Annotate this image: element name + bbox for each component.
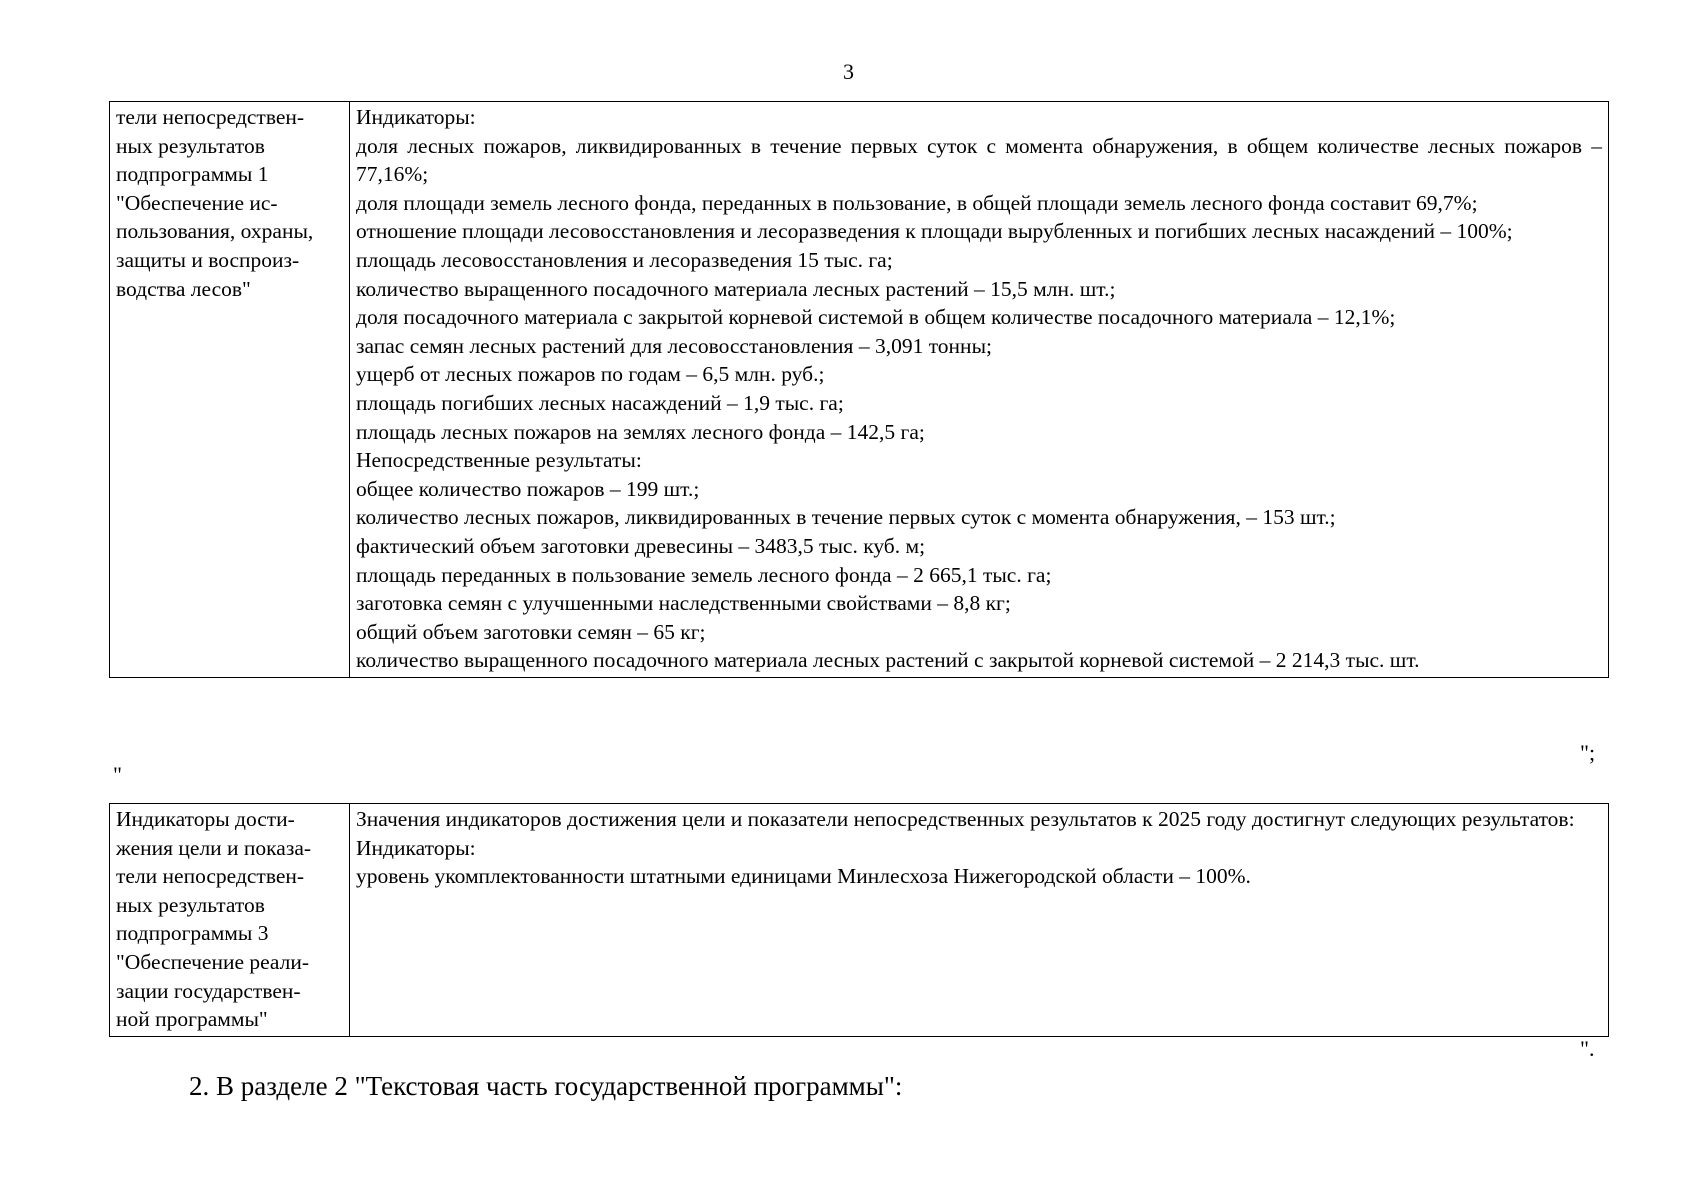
content-line: общее количество пожаров – 199 шт.; <box>356 476 700 501</box>
content-line: площадь погибших лесных насаждений – 1,9 тыс. га; <box>356 390 844 415</box>
page-number: 3 <box>843 59 854 84</box>
label-line: подпрограммы 1 <box>116 162 269 187</box>
content-line: доля площади земель лесного фонда, переданных в пользование, в общей площади земель лесного фонда составит 69,7%; <box>356 190 1478 215</box>
label-line: тели непосредствен- <box>116 105 305 129</box>
content-line: площадь лесовосстановления и лесоразведения 15 тыс. га; <box>356 247 893 272</box>
content-line: Непосредственные результаты: <box>356 448 642 473</box>
content-line: доля посадочного материала с закрытой корневой системой в общем количестве посадочного материала – 12,1%; <box>356 305 1396 330</box>
table-row <box>110 804 1609 1037</box>
label-line: "Обеспечение реали- <box>116 949 310 974</box>
label-line: Индикаторы дости- <box>116 807 295 831</box>
content-line: количество лесных пожаров, ликвидированных в течение первых суток с момента обнаружения, – 153 шт.; <box>356 505 1336 530</box>
section-instruction: 2. В разделе 2 "Текстовая часть государственной программы": <box>189 1071 903 1101</box>
table-row <box>110 102 1609 678</box>
content-line: фактический объем заготовки древесины – 3483,5 тыс. куб. м; <box>356 533 926 558</box>
label-line: ных результатов <box>116 892 265 917</box>
content-line: отношение площади лесовосстановления и лесоразведения к площади вырубленных и погибших лесных насаждений – 100%; <box>356 219 1513 244</box>
row-label-cell <box>110 102 350 678</box>
content-line: Индикаторы: <box>356 105 476 129</box>
passport-table-subprogram-1 <box>109 101 1609 678</box>
row-label-cell <box>110 804 350 1037</box>
label-line: тели непосредствен- <box>116 864 305 889</box>
label-line: защиты и воспроиз- <box>116 247 300 272</box>
content-line: площадь переданных в пользование земель лесного фонда – 2 665,1 тыс. га; <box>356 562 1052 587</box>
content-line: Индикаторы: <box>356 835 476 860</box>
row-content-cell <box>350 102 1609 678</box>
content-line: ущерб от лесных пожаров по годам – 6,5 млн. руб.; <box>356 362 825 387</box>
content-line: заготовка семян с улучшенными наследственными свойствами – 8,8 кг; <box>356 591 1011 616</box>
label-line: водства лесов" <box>116 276 251 301</box>
content-line: доля лесных пожаров, ликвидированных в течение первых суток с момента обнаружения, в общем количестве лесных пожаров –77,16%; <box>356 133 1602 187</box>
passport-table-subprogram-3 <box>109 803 1609 1037</box>
label-line: "Обеспечение ис- <box>116 190 278 215</box>
label-line: подпрограммы 3 <box>116 921 269 946</box>
content-line: площадь лесных пожаров на землях лесного фонда – 142,5 га; <box>356 419 925 444</box>
content-line: запас семян лесных растений для лесовосстановления – 3,091 тонны; <box>356 333 992 358</box>
label-line: ной программы" <box>116 1007 268 1032</box>
content-line: уровень укомплектованности штатными единицами Минлесхоза Нижегородской области – 100%. <box>356 864 1251 889</box>
label-line: ных результатов <box>116 133 265 158</box>
closing-quote-mark: ". <box>1580 1036 1595 1061</box>
opening-quote-mark: " <box>113 762 122 787</box>
label-line: жения цели и показа- <box>116 835 312 860</box>
content-line: общий объем заготовки семян – 65 кг; <box>356 619 706 644</box>
closing-quote-mark: "; <box>1580 740 1596 765</box>
row-content-cell <box>350 804 1609 1037</box>
content-line: Значения индикаторов достижения цели и показатели непосредственных результатов к 2025 году достигнут следующих результатов: <box>356 807 1575 831</box>
label-line: зации государствен- <box>116 978 301 1003</box>
content-line: количество выращенного посадочного материала лесных растений с закрытой корневой системой – 2 214,3 тыс. шт. <box>356 648 1420 673</box>
label-line: пользования, охраны, <box>116 219 314 244</box>
content-line: количество выращенного посадочного материала лесных растений – 15,5 млн. шт.; <box>356 276 1116 301</box>
